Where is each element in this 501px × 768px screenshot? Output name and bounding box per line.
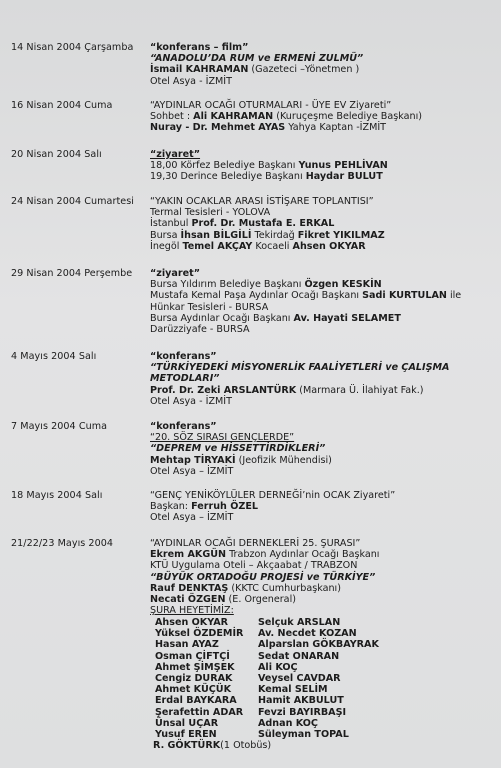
committee-member: R. GÖKTÜRK — [153, 740, 221, 752]
committee-row — [155, 729, 495, 740]
entry-text: Başkan: — [150, 501, 192, 513]
entry-date: 21/22/23 Mayıs 2004 — [11, 538, 114, 549]
entry-details — [150, 149, 495, 183]
entry-details — [150, 196, 495, 252]
entry-details — [150, 421, 495, 477]
entry-text: Mustafa Kemal Paşa Aydınlar Ocağı Başkanı — [150, 290, 363, 302]
entry-text: Mehtap TİRYAKİ — [150, 454, 236, 466]
committee-row — [155, 639, 495, 650]
entry-text: Av. Hayati SELAMET — [293, 312, 401, 324]
entry-text: “konferans” — [150, 421, 217, 432]
entry-text: Otel Asya - İZMİT — [150, 75, 232, 87]
committee-row — [155, 651, 495, 662]
committee-member: Ahsen OKYAR — [155, 617, 229, 628]
entry-text: (Gazeteci –Yönetmen ) — [248, 64, 360, 76]
entry-text: “AYDINLAR OCAĞI DERNEKLERİ 25. ŞURASI” — [150, 538, 361, 549]
entry-text: İnegöl — [150, 240, 183, 252]
entry-date: 7 Mayıs 2004 Cuma — [11, 421, 108, 432]
entry-text: “YAKIN OCAKLAR ARASI İSTİŞARE TOPLANTISI” — [150, 196, 374, 207]
entry-text: ile — [446, 290, 462, 302]
committee-member: Sedat ONARAN — [258, 650, 340, 662]
committee-row — [155, 673, 495, 684]
entry-line — [150, 302, 495, 313]
committee-row — [155, 707, 495, 718]
committee-row — [155, 628, 495, 639]
entry-text: Darüzziyafe - BURSA — [150, 324, 250, 336]
entry-text: Otel Asya – İZMİT — [150, 512, 234, 524]
entry-text: “ANADOLU’DA RUM ve ERMENİ ZULMÜ” — [150, 53, 364, 65]
entry-line — [150, 42, 495, 53]
committee-row — [155, 662, 495, 673]
entry-line — [150, 279, 495, 290]
entry-line — [150, 241, 495, 252]
entry-line — [150, 421, 495, 432]
entry-text: Trabzon Aydınlar Ocağı Başkanı — [226, 549, 380, 561]
committee-member: Fevzi BAYIRBAŞI — [258, 706, 347, 718]
entry-line — [150, 572, 495, 583]
entry-line — [150, 351, 495, 362]
entry-text: Fikret YIKILMAZ — [297, 229, 385, 241]
sura-committee-list — [155, 617, 495, 751]
entry-line — [150, 373, 495, 384]
entry-text: Bursa Yıldırım Belediye Başkanı — [150, 279, 305, 291]
committee-member: Veysel CAVDAR — [258, 673, 341, 685]
entry-line — [150, 207, 495, 218]
bus-note: (1 Otobüs) — [220, 740, 272, 752]
entry-line — [150, 560, 495, 571]
committee-member: Şerafettin ADAR — [155, 706, 244, 718]
entry-text: Yahya Kaptan -İZMİT — [285, 122, 387, 134]
entry-text: (Kuruçeşme Belediye Başkanı) — [273, 111, 423, 123]
committee-member: Selçuk ARSLAN — [258, 617, 341, 628]
entry-date: 20 Nisan 2004 Salı — [11, 149, 102, 160]
entry-line — [150, 605, 495, 616]
entry-line — [150, 549, 495, 560]
committee-member: Hasan AYAZ — [155, 639, 219, 651]
entry-line — [150, 490, 495, 501]
committee-member: Adnan KOÇ — [258, 717, 318, 729]
entry-text: Temel AKÇAY — [182, 240, 253, 252]
committee-member: Av. Necdet KOZAN — [258, 628, 357, 640]
entry-line — [150, 111, 495, 122]
committee-last-line — [153, 740, 495, 751]
committee-member: Ünsal UÇAR — [155, 717, 219, 729]
entry-text: İstanbul — [150, 218, 192, 230]
entry-text: Ahsen OKYAR — [292, 240, 366, 252]
committee-row — [155, 695, 495, 706]
entry-details — [150, 351, 495, 407]
entry-line — [150, 64, 495, 75]
entry-line — [150, 313, 495, 324]
entry-line — [150, 583, 495, 594]
entry-details — [150, 42, 495, 87]
committee-row — [155, 617, 495, 628]
committee-member: Alparslan GÖKBAYRAK — [258, 639, 379, 651]
entry-text: “20. SÖZ SIRASI GENÇLERDE” — [150, 432, 295, 444]
entry-text: Haydar BULUT — [305, 171, 383, 183]
entry-line — [150, 268, 495, 279]
entry-text: 18,00 Körfez Belediye Başkanı — [150, 160, 299, 172]
entry-text: “konferans – film” — [150, 42, 249, 53]
entry-text: 19,30 Derince Belediye Başkanı — [150, 171, 306, 183]
entry-text: Prof. Dr. Zeki ARSLANTÜRK — [150, 384, 297, 396]
committee-member: Osman ÇİFTÇİ — [155, 650, 230, 662]
entry-text: Tekirdağ — [251, 229, 298, 241]
entry-text: Otel Asya – İZMİT — [150, 465, 234, 477]
entry-text: Sohbet : — [150, 111, 194, 123]
entry-line — [150, 443, 495, 454]
entry-text: Sadi KURTULAN — [362, 290, 447, 302]
entry-line — [150, 290, 495, 301]
committee-member: Ahmet KÜÇÜK — [155, 684, 232, 696]
entry-text: Ali KAHRAMAN — [193, 111, 274, 123]
entry-line — [150, 538, 495, 549]
entry-line — [150, 76, 495, 87]
entry-text: “BÜYÜK ORTADOĞU PROJESİ ve TÜRKİYE” — [150, 571, 376, 583]
entry-line — [150, 385, 495, 396]
entry-line — [150, 149, 495, 160]
entry-text: (Marmara Ü. İlahiyat Fak.) — [296, 384, 424, 396]
entry-text: Necati ÖZGEN — [150, 594, 226, 606]
entry-text: “TÜRKİYEDEKİ MİSYONERLİK FAALİYETLERİ ve ÇALIŞMA — [150, 362, 450, 374]
committee-member: Kemal SELİM — [258, 684, 328, 696]
entry-text: Nuray - Dr. Mehmet AYAS — [150, 122, 286, 134]
entry-line — [150, 362, 495, 373]
entry-text: METODLARI” — [150, 373, 220, 385]
committee-member: Hamit AKBULUT — [258, 695, 344, 707]
entry-text: “ziyaret” — [150, 268, 201, 279]
entry-details — [150, 490, 495, 524]
entry-line — [150, 324, 495, 335]
committee-member: Cengiz DURAK — [155, 673, 233, 685]
entry-line — [150, 466, 495, 477]
committee-member: Yüksel ÖZDEMİR — [155, 628, 244, 640]
entry-text: Ferruh ÖZEL — [191, 501, 259, 513]
entry-text: Ekrem AKGÜN — [150, 549, 227, 561]
committee-row — [155, 684, 495, 695]
committee-member: Erdal BAYKARA — [155, 695, 237, 707]
entry-date: 16 Nisan 2004 Cuma — [11, 100, 113, 111]
entry-text: Bursa Aydınlar Ocağı Başkanı — [150, 312, 294, 324]
committee-member: Ahmet ŞİMŞEK — [155, 661, 235, 673]
entry-text: “GENÇ YENİKÖYLÜLER DERNEĞİ’nin OCAK Ziyareti” — [150, 490, 396, 501]
entry-text: İsmail KAHRAMAN — [150, 64, 249, 76]
entry-text: Hünkar Tesisleri - BURSA — [150, 301, 269, 313]
entry-text: Kocaeli — [252, 240, 293, 252]
entry-line — [150, 196, 495, 207]
entry-text: “AYDINLAR OCAĞI OTURMALARI - ÜYE EV Ziyareti” — [150, 100, 392, 111]
entry-text: “ziyaret” — [150, 149, 201, 160]
entry-line — [150, 230, 495, 241]
committee-member: Ali KOÇ — [258, 661, 298, 673]
entry-text: Bursa — [150, 229, 181, 241]
committee-member: Süleyman TOPAL — [258, 729, 349, 741]
entry-line — [150, 501, 495, 512]
entry-details — [150, 100, 495, 134]
entry-line — [150, 455, 495, 466]
entry-text: (E. Orgeneral) — [225, 594, 296, 606]
entry-line — [150, 396, 495, 407]
entry-text: Prof. Dr. Mustafa E. ERKAL — [191, 218, 335, 230]
committee-member: Yusuf EREN — [155, 729, 217, 741]
entry-line — [150, 160, 495, 171]
entry-line — [150, 218, 495, 229]
entry-details — [150, 538, 495, 616]
entry-details — [150, 268, 495, 335]
entry-text: Rauf DENKTAŞ — [150, 582, 229, 594]
entry-line — [150, 594, 495, 605]
entry-text: Otel Asya - İZMİT — [150, 395, 232, 407]
entry-text: “konferans” — [150, 351, 217, 362]
entry-text: Özgen KESKİN — [304, 279, 382, 291]
entry-date: 24 Nisan 2004 Cumartesi — [11, 196, 134, 207]
entry-text: “DEPREM ve HİSSETTİRDİKLERİ” — [150, 443, 326, 455]
entry-date: 29 Nisan 2004 Perşembe — [11, 268, 133, 279]
entry-text: (Jeofizik Mühendisi) — [235, 454, 332, 466]
entry-date: 14 Nisan 2004 Çarşamba — [11, 42, 134, 53]
entry-line — [150, 122, 495, 133]
entry-line — [150, 171, 495, 182]
entry-line — [150, 100, 495, 111]
committee-row — [155, 718, 495, 729]
entry-text: KTÜ Uygulama Oteli – Akçaabat / TRABZON — [150, 560, 358, 572]
entry-text: Termal Tesisleri - YOLOVA — [150, 207, 271, 219]
entry-date: 4 Mayıs 2004 Salı — [11, 351, 97, 362]
entry-text: İhsan BİLGİLİ — [180, 229, 252, 241]
entry-line — [150, 53, 495, 64]
entry-text: (KKTC Cumhurbaşkanı) — [228, 582, 341, 594]
entry-line — [150, 432, 495, 443]
entry-text: Yunus PEHLİVAN — [298, 160, 388, 172]
entry-text: ŞURA HEYETİMİZ: — [150, 605, 234, 617]
entry-line — [150, 512, 495, 523]
entry-date: 18 Mayıs 2004 Salı — [11, 490, 103, 501]
